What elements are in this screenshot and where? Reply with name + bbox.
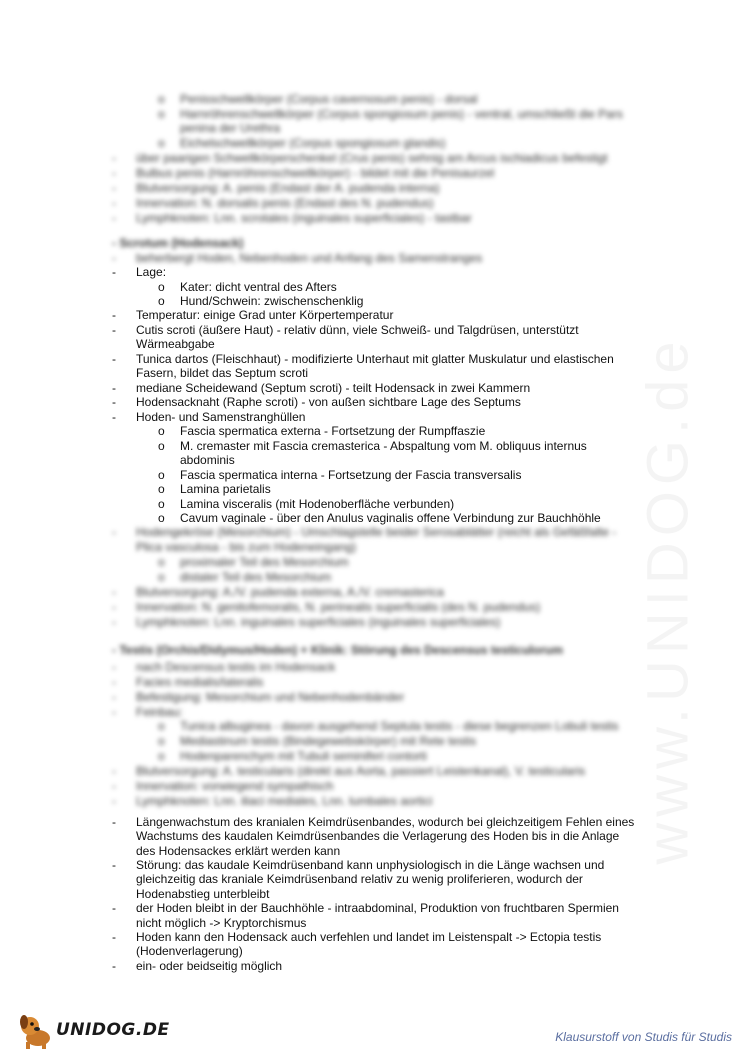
bullet-dash: - bbox=[112, 600, 116, 614]
line-text: Befestigung: Mesorchium und Nebenhodenbänder bbox=[136, 690, 405, 704]
line-text: Cutis scroti (äußere Haut) - relativ dünn, viele Schweiß- und Talgdrüsen, unterstützt bbox=[136, 323, 579, 337]
line-text: abdominis bbox=[180, 453, 235, 467]
dog-icon bbox=[16, 1012, 56, 1050]
line-text: Kater: dicht ventral des Afters bbox=[180, 280, 337, 294]
bullet-circle: o bbox=[158, 136, 165, 150]
line-text: Innervation: vorwiegend sympathisch bbox=[136, 779, 334, 793]
bullet-dash: - bbox=[112, 779, 116, 793]
line-text: Wachstums des kaudalen Keimdrüsenbandes die Verlagerung des Hoden bis in die Anlage bbox=[136, 829, 620, 843]
bullet-dash: - bbox=[112, 381, 116, 395]
line-text: M. cremaster mit Fascia cremasterica - Abspaltung vom M. obliquus internus bbox=[180, 439, 587, 453]
line-text: des Hodensackes erklärt werden kann bbox=[136, 844, 341, 858]
bullet-dash: - bbox=[112, 196, 116, 210]
bullet-circle: o bbox=[158, 424, 165, 438]
bullet-dash: - bbox=[112, 959, 116, 973]
bullet-circle: o bbox=[158, 719, 165, 733]
bullet-circle: o bbox=[158, 555, 165, 569]
line-text: Hund/Schwein: zwischenschenklig bbox=[180, 294, 364, 308]
line-text: proximaler Teil des Mesorchium bbox=[180, 555, 349, 569]
line-text: Innervation: N. dorsalis penis (Endast des N. pudendus) bbox=[136, 196, 434, 210]
bullet-dash: - bbox=[112, 352, 116, 366]
bullet-dash: - bbox=[112, 585, 116, 599]
line-text: nicht möglich -> Kryptorchismus bbox=[136, 916, 307, 930]
line-text: Blutversorgung: A./V. pudenda externa, A./V. cremasterica bbox=[136, 585, 444, 599]
line-text: Lage: bbox=[136, 265, 167, 279]
line-text: Hodengekröse (Mesorchium) - Umschlagstelle beider Serosablätter (reicht als Gefäßfalte - bbox=[136, 525, 617, 539]
bullet-dash: - bbox=[112, 615, 116, 629]
line-text: Plica vasculosa - bis zum Hodeneingang) bbox=[136, 540, 357, 554]
bullet-dash: - bbox=[112, 395, 116, 409]
line-text: Längenwachstum des kranialen Keimdrüsenbandes, wodurch bei gleichzeitigem Fehlen eines bbox=[136, 815, 635, 829]
bullet-dash: - bbox=[112, 265, 116, 279]
bullet-dash: - bbox=[112, 858, 116, 872]
line-text: Cavum vaginale - über den Anulus vaginalis offene Verbindung zur Bauchhöhle bbox=[180, 511, 601, 525]
bullet-dash: - bbox=[112, 308, 116, 322]
bullet-circle: o bbox=[158, 734, 165, 748]
bullet-circle: o bbox=[158, 749, 165, 763]
bullet-circle: o bbox=[158, 280, 165, 294]
line-text: Lymphknoten: Lnn. scrotales (inguinales superficiales) - tastbar bbox=[136, 211, 472, 225]
line-text: Temperatur: einige Grad unter Körpertemperatur bbox=[136, 308, 394, 322]
bullet-circle: o bbox=[158, 570, 165, 584]
unidog-logo bbox=[16, 1012, 170, 1050]
line-text: Feinbau: bbox=[136, 705, 183, 719]
line-text: Blutversorgung: A. penis (Endast der A. pudenda interna) bbox=[136, 181, 440, 195]
bullet-circle: o bbox=[158, 482, 165, 496]
line-text: Tunica dartos (Fleischhaut) - modifizierte Unterhaut mit glatter Muskulatur und elastischen bbox=[136, 352, 614, 366]
line-text: Lamina parietalis bbox=[180, 482, 271, 496]
bullet-dash: - bbox=[112, 794, 116, 808]
line-text: Mediastinum testis (Bindegewebskörper) mit Rete testis bbox=[180, 734, 477, 748]
bullet-dash: - bbox=[112, 410, 116, 424]
line-text: Harnröhrenschwellkörper (Corpus spongiosum penis) - ventral, umschließt die Pars bbox=[180, 107, 623, 121]
line-text: Eichelschwellkörper (Corpus spongiosum glandis) bbox=[180, 136, 446, 150]
bullet-dash: - bbox=[112, 151, 116, 165]
bullet-circle: o bbox=[158, 511, 165, 525]
line-text: ein- oder beidseitig möglich bbox=[136, 959, 283, 973]
bullet-circle: o bbox=[158, 107, 165, 121]
line-text: Hodenparenchym mit Tubuli seminiferi contorti bbox=[180, 749, 427, 763]
line-text: der Hoden bleibt in der Bauchhöhle - intraabdominal, Produktion von fruchtbaren Spermien bbox=[136, 901, 619, 915]
line-text: Lamina visceralis (mit Hodenoberfläche verbunden) bbox=[180, 497, 455, 511]
bullet-circle: o bbox=[158, 439, 165, 453]
bullet-dash: - bbox=[112, 764, 116, 778]
line-text: Facies medialis/lateralis bbox=[136, 675, 264, 689]
bullet-circle: o bbox=[158, 468, 165, 482]
line-text: über paarigen Schwellkörperschenkel (Crus penis) sehnig am Arcus ischiadicus befestigt bbox=[136, 151, 608, 165]
line-text: Bulbus penis (Harnröhrenschwellkörper) - bildet mit die Penisaurzel bbox=[136, 166, 495, 180]
bullet-dash: - bbox=[112, 815, 116, 829]
line-text: mediane Scheidewand (Septum scroti) - teilt Hodensack in zwei Kammern bbox=[136, 381, 531, 395]
bullet-dash: - bbox=[112, 675, 116, 689]
scrotum-heading: - Scrotum (Hodensack) bbox=[112, 236, 244, 250]
bullet-circle: o bbox=[158, 294, 165, 308]
bullet-dash: - bbox=[112, 901, 116, 915]
bullet-dash: - bbox=[112, 705, 116, 719]
scrotum-subline: - beherbergt Hoden, Nebenhoden und Anfang des Samenstranges bbox=[112, 251, 483, 265]
line-text: Lymphknoten: Lnn. iliaci mediales, Lnn. lumbales aortici bbox=[136, 794, 433, 808]
bullet-dash: - bbox=[112, 323, 116, 337]
line-text: Penisschwellkörper (Corpus cavernosum penis) - dorsal bbox=[180, 92, 478, 106]
testis-heading: - Testis (Orchis/Didymus/Hoden) + Klinik: Störung des Descensus testiculorum bbox=[112, 643, 563, 657]
footer-tagline: Klausurstoff von Studis für Studis bbox=[555, 1030, 732, 1044]
line-text: Innervation: N. genitofemoralis, N. perinealis superficialis (des N. pudendus) bbox=[136, 600, 541, 614]
line-text: Hodensacknaht (Raphe scroti) - von außen sichtbare Lage des Septums bbox=[136, 395, 521, 409]
bullet-dash: - bbox=[112, 181, 116, 195]
line-text: Hodenabstieg unterbleibt bbox=[136, 887, 270, 901]
bullet-dash: - bbox=[112, 211, 116, 225]
line-text: distaler Teil des Mesorchium bbox=[180, 570, 332, 584]
bullet-dash: - bbox=[112, 690, 116, 704]
line-text: Fascia spermatica externa - Fortsetzung der Rumpffaszie bbox=[180, 424, 486, 438]
watermark bbox=[635, 335, 702, 864]
line-text: Wärmeabgabe bbox=[136, 337, 215, 351]
line-text: Störung: das kaudale Keimdrüsenband kann unphysiologisch in die Länge wachsen und bbox=[136, 858, 605, 872]
line-text: penina der Urethra bbox=[180, 121, 281, 135]
bullet-circle: o bbox=[158, 92, 165, 106]
line-text: Hoden- und Samenstranghüllen bbox=[136, 410, 306, 424]
line-text: Lymphknoten: Lnn. inguinales superficiales (inguinales superficiales) bbox=[136, 615, 501, 629]
bullet-dash: - bbox=[112, 930, 116, 944]
line-text: nach Descensus testis im Hodensack bbox=[136, 660, 336, 674]
line-text: Hoden kann den Hodensack auch verfehlen und landet im Leistenspalt -> Ectopia testis bbox=[136, 930, 602, 944]
logo-text: UNIDOG.DE bbox=[56, 1020, 170, 1040]
bullet-dash: - bbox=[112, 525, 116, 539]
bullet-circle: o bbox=[158, 497, 165, 511]
line-text: (Hodenverlagerung) bbox=[136, 944, 243, 958]
line-text: Tunica albuginea - davon ausgehend Septula testis - diese begrenzen Lobuli testis bbox=[180, 719, 619, 733]
bullet-dash: - bbox=[112, 166, 116, 180]
line-text: gleichzeitig das kraniale Keimdrüsenband relativ zu wenig proliferieren, wodurch der bbox=[136, 872, 583, 886]
bullet-dash: - bbox=[112, 660, 116, 674]
line-text: Blutversorgung: A. testicularis (direkt aus Aorta, passiert Leistenkanal), V. testicularis bbox=[136, 764, 586, 778]
line-text: Fascia spermatica interna - Fortsetzung der Fascia transversalis bbox=[180, 468, 522, 482]
line-text: Fasern, bildet das Septum scroti bbox=[136, 366, 309, 380]
